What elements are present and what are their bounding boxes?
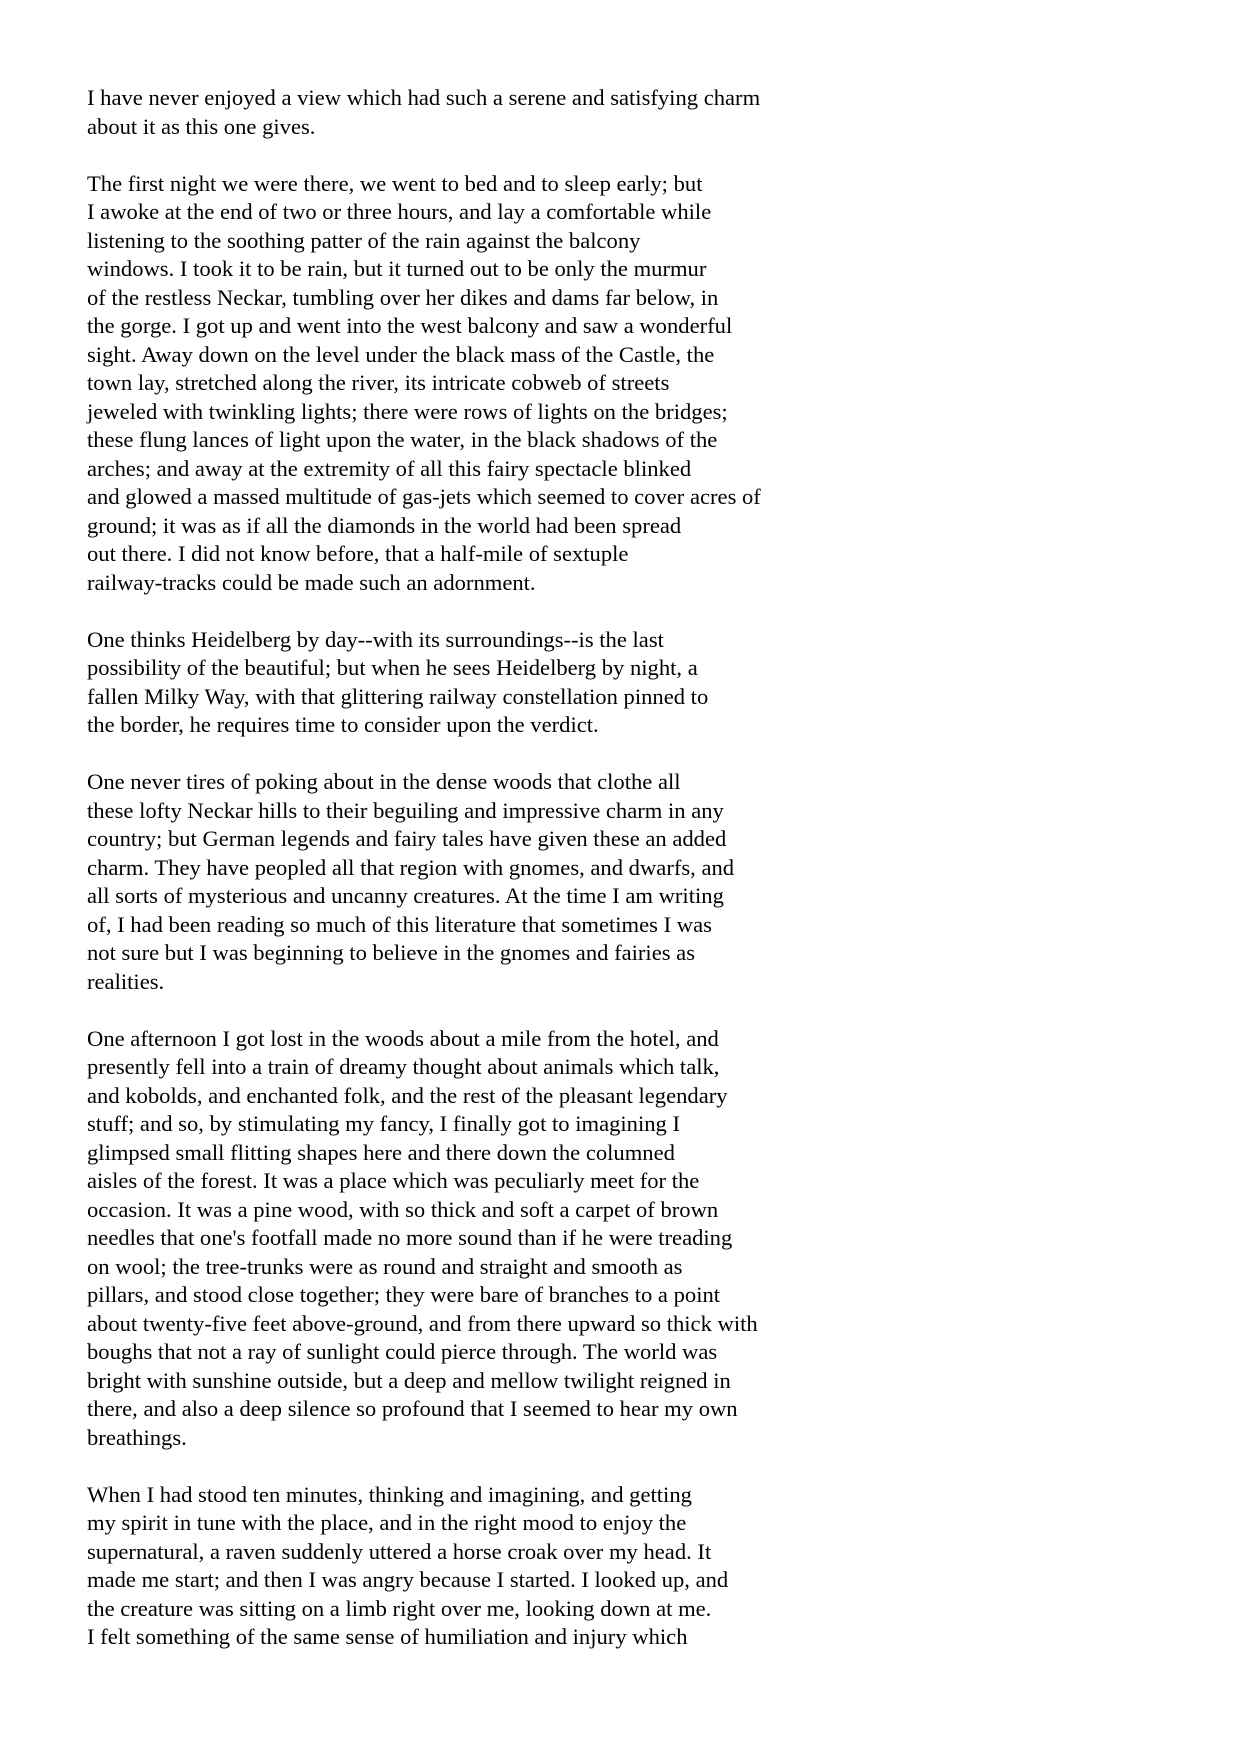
text-line: country; but German legends and fairy tales have given these an added xyxy=(87,826,727,851)
text-line: glimpsed small flitting shapes here and there down the columned xyxy=(87,1139,675,1165)
text-line: not sure but I was beginning to believe in the gnomes and fairies as xyxy=(87,940,696,965)
text-line: windows. I took it to be rain, but it turned out to be only the murmur xyxy=(87,256,707,281)
paragraph xyxy=(87,768,1167,996)
text-line: supernatural, a raven suddenly uttered a horse croak over my head. It xyxy=(87,1538,712,1564)
text-line: all sorts of mysterious and uncanny creatures. At the time I am writing xyxy=(87,883,724,908)
text-line: jeweled with twinkling lights; there were rows of lights on the bridges; xyxy=(87,398,728,424)
text-line: sight. Away down on the level under the black mass of the Castle, the xyxy=(87,341,715,367)
paragraph xyxy=(87,1481,1167,1652)
text-line: boughs that not a ray of sunlight could pierce through. The world was xyxy=(87,1339,718,1364)
text-line: One afternoon I got lost in the woods about a mile from the hotel, and xyxy=(87,1025,719,1051)
paragraph xyxy=(87,1025,1167,1453)
text-line: presently fell into a train of dreamy thought about animals which talk, xyxy=(87,1054,720,1079)
text-line: the border, he requires time to consider upon the verdict. xyxy=(87,712,599,737)
text-line: about twenty-five feet above-ground, and from there upward so thick with xyxy=(87,1310,758,1336)
text-line: pillars, and stood close together; they were bare of branches to a point xyxy=(87,1282,721,1307)
text-line: needles that one's footfall made no more sound than if he were treading xyxy=(87,1225,733,1250)
text-line: railway-tracks could be made such an adornment. xyxy=(87,569,536,595)
text-line: realities. xyxy=(87,968,165,994)
text-line: One thinks Heidelberg by day--with its surroundings--is the last xyxy=(87,626,664,652)
body-text xyxy=(87,84,1167,1680)
text-line: these lofty Neckar hills to their beguiling and impressive charm in any xyxy=(87,797,724,823)
text-line: out there. I did not know before, that a half-mile of sextuple xyxy=(87,541,629,566)
text-line: breathings. xyxy=(87,1424,187,1450)
text-line: charm. They have peopled all that region with gnomes, and dwarfs, and xyxy=(87,854,735,880)
text-line: fallen Milky Way, with that glittering railway constellation pinned to xyxy=(87,683,709,709)
text-line: listening to the soothing patter of the rain against the balcony xyxy=(87,227,641,253)
text-line: the creature was sitting on a limb right over me, looking down at me. xyxy=(87,1595,712,1621)
text-line: aisles of the forest. It was a place which was peculiarly meet for the xyxy=(87,1168,700,1193)
text-line: One never tires of poking about in the dense woods that clothe all xyxy=(87,769,681,794)
text-line: and kobolds, and enchanted folk, and the rest of the pleasant legendary xyxy=(87,1082,728,1108)
text-line: ground; it was as if all the diamonds in the world had been spread xyxy=(87,512,682,538)
text-line: of, I had been reading so much of this literature that sometimes I was xyxy=(87,911,712,937)
text-line: possibility of the beautiful; but when he sees Heidelberg by night, a xyxy=(87,655,698,680)
text-line: there, and also a deep silence so profound that I seemed to hear my own xyxy=(87,1396,738,1421)
text-line: and glowed a massed multitude of gas-jets which seemed to cover acres of xyxy=(87,484,761,509)
paragraph xyxy=(87,84,1167,141)
text-line: I felt something of the same sense of humiliation and injury which xyxy=(87,1624,688,1649)
text-line: When I had stood ten minutes, thinking and imagining, and getting xyxy=(87,1481,692,1507)
text-line: The first night we were there, we went to bed and to sleep early; but xyxy=(87,170,703,196)
text-line: these flung lances of light upon the water, in the black shadows of the xyxy=(87,427,718,452)
text-line: of the restless Neckar, tumbling over her dikes and dams far below, in xyxy=(87,284,719,310)
text-line: town lay, stretched along the river, its intricate cobweb of streets xyxy=(87,370,670,395)
text-line: I have never enjoyed a view which had such a serene and satisfying charm xyxy=(87,85,761,110)
text-line: occasion. It was a pine wood, with so thick and soft a carpet of brown xyxy=(87,1196,719,1222)
paragraph xyxy=(87,626,1167,740)
text-line: arches; and away at the extremity of all this fairy spectacle blinked xyxy=(87,455,692,481)
text-line: the gorge. I got up and went into the west balcony and saw a wonderful xyxy=(87,313,733,338)
text-line: my spirit in tune with the place, and in the right mood to enjoy the xyxy=(87,1510,687,1535)
text-line: made me start; and then I was angry because I started. I looked up, and xyxy=(87,1567,729,1592)
text-line: about it as this one gives. xyxy=(87,113,316,139)
paragraph xyxy=(87,170,1167,598)
text-line: I awoke at the end of two or three hours, and lay a comfortable while xyxy=(87,199,712,224)
text-line: stuff; and so, by stimulating my fancy, I finally got to imagining I xyxy=(87,1111,681,1136)
text-line: on wool; the tree-trunks were as round and straight and smooth as xyxy=(87,1253,683,1279)
text-line: bright with sunshine outside, but a deep and mellow twilight reigned in xyxy=(87,1367,731,1393)
